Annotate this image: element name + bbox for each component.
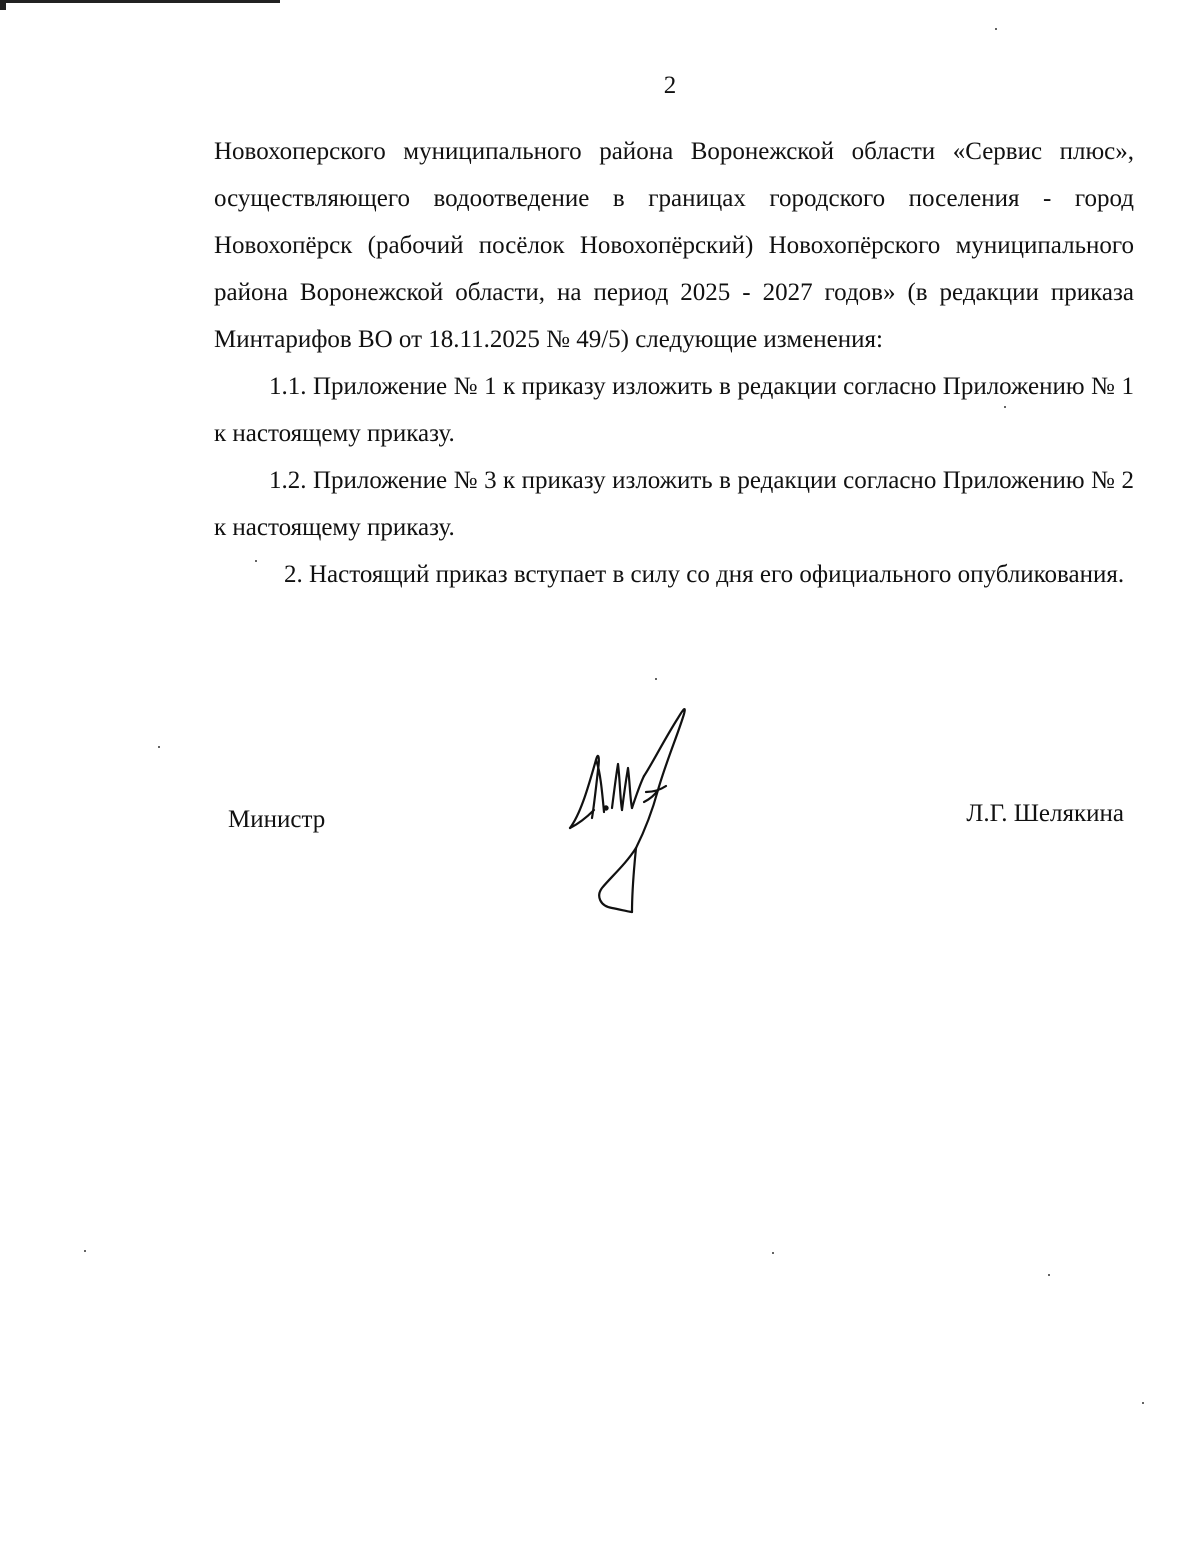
handwritten-signature — [560, 700, 740, 920]
scan-speck — [772, 1252, 774, 1254]
scan-speck — [995, 28, 997, 30]
scan-speck — [1142, 1402, 1144, 1404]
scan-speck — [1048, 1274, 1050, 1276]
paragraph-item-2: 2. Настоящий приказ вступает в силу со дня его официального опубликования. — [284, 561, 1125, 588]
signer-position: Министр — [228, 806, 326, 833]
scan-speck — [255, 560, 257, 562]
paragraph-continuation: Новохоперского муниципального района Воронежской области «Сервис плюс», осуществляющего водоотведение в границах городского поселения - город Новохопёрск (рабочий посёлок Новохопёрский) Новохопёрского муниципального района Воронежской области, на период 2025 - 2027 годов» (в редакции приказа Минтарифов ВО от 18.11.2025 № 49/5) следующие изменения: — [214, 138, 1134, 353]
scan-edge-line — [0, 0, 280, 3]
paragraph-item-1-2: 1.2. Приложение № 3 к приказу изложить в редакции согласно Приложению № 2 к настоящему приказу. — [214, 467, 1134, 541]
scan-speck — [655, 678, 657, 680]
page-number: 2 — [663, 72, 677, 99]
scan-speck — [1004, 406, 1006, 408]
scan-edge-corner — [0, 0, 6, 10]
scan-speck — [158, 746, 160, 748]
document-body — [214, 128, 1134, 598]
scan-speck — [84, 1250, 86, 1252]
signer-name: Л.Г. Шелякина — [966, 800, 1124, 827]
paragraph-item-1-1: 1.1. Приложение № 1 к приказу изложить в редакции согласно Приложению № 1 к настоящему приказу. — [214, 373, 1134, 447]
